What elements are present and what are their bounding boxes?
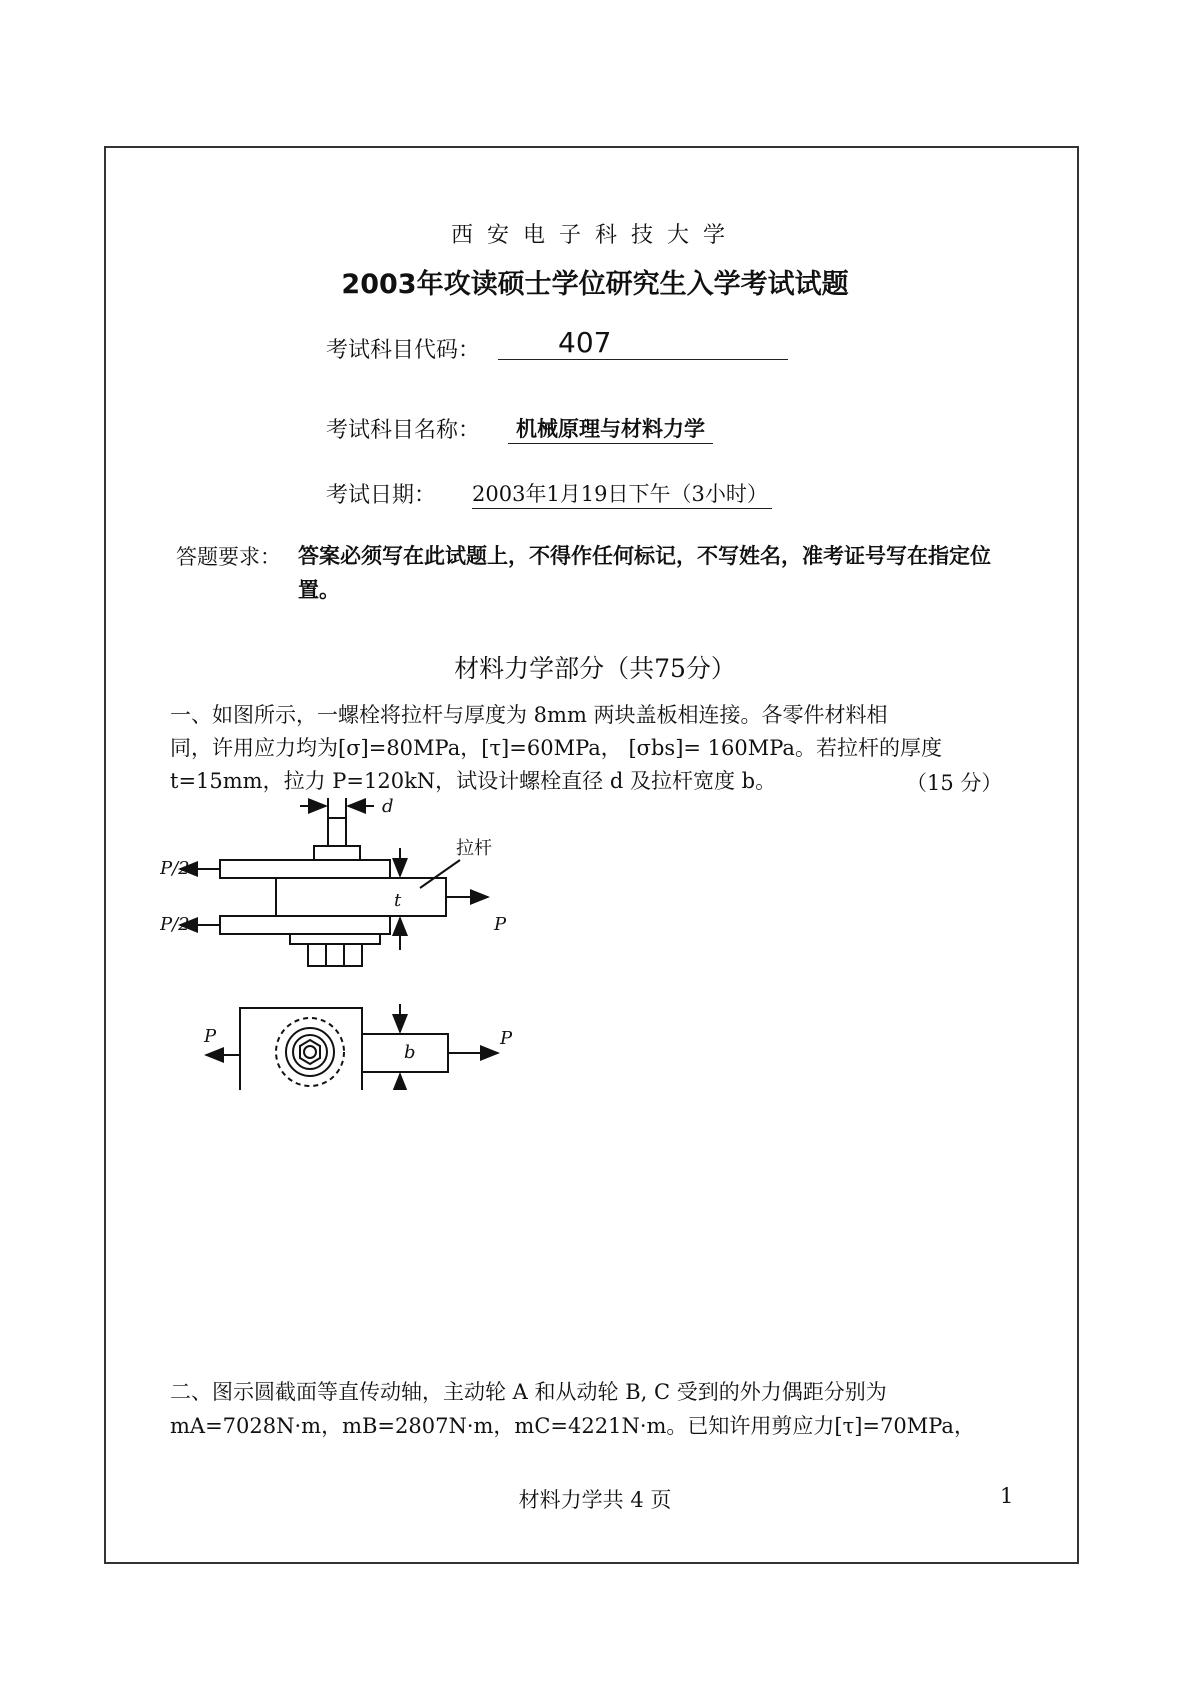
question1-line3: t=15mm，拉力 P=120kN，试设计螺栓直径 d 及拉杆宽度 b。 bbox=[170, 769, 777, 793]
exam-title: 2003年攻读硕士学位研究生入学考试试题 bbox=[341, 269, 849, 300]
bolt-nut-bottom bbox=[308, 944, 362, 966]
bottom-cover-plate bbox=[220, 916, 390, 934]
exam-date-label: 考试日期： bbox=[326, 483, 437, 508]
subject-code-label: 考试科目代码： bbox=[326, 338, 481, 363]
label-t: t bbox=[394, 890, 402, 911]
top-cover-plate bbox=[220, 860, 390, 878]
footer-page-number: 1 bbox=[1000, 1484, 1014, 1508]
bolt-connection-figure bbox=[160, 790, 580, 1090]
subject-name-label: 考试科目名称： bbox=[326, 418, 481, 443]
tie-rod bbox=[276, 878, 446, 916]
subject-code-value: 407 bbox=[498, 326, 788, 360]
label-p-left: P bbox=[204, 1026, 217, 1047]
label-p-right: P bbox=[500, 1028, 513, 1049]
question1-line1: 一、如图所示，一螺栓将拉杆与厚度为 8mm 两块盖板相连接。各零件材料相 bbox=[170, 703, 888, 727]
label-p-half-top: P/2 bbox=[160, 858, 190, 879]
question1-line2: 同，许用应力均为[σ]=80MPa，[τ]=60MPa， [σbs]= 160MPa。若拉杆的厚度 bbox=[170, 736, 942, 760]
label-b: b bbox=[404, 1042, 416, 1063]
requirements-text: 答案必须写在此试题上，不得作任何标记，不写姓名，准考证号写在指定位置。 bbox=[298, 543, 991, 602]
exam-date-value: 2003年1月19日下午（3小时） bbox=[472, 478, 772, 509]
question1-score: （15 分） bbox=[906, 771, 1003, 795]
label-rod: 拉杆 bbox=[456, 838, 492, 859]
section-title: 材料力学部分（共75分） bbox=[454, 654, 736, 683]
bolt-nut-top bbox=[314, 846, 360, 860]
question2-line1: 二、图示圆截面等直传动轴，主动轮 A 和从动轮 B, C 受到的外力偶距分别为 bbox=[170, 1380, 887, 1404]
subject-name-value: 机械原理与材料力学 bbox=[508, 413, 713, 444]
requirements-label: 答题要求： bbox=[176, 545, 281, 569]
label-p-side: P bbox=[494, 914, 507, 935]
footer-page-count: 材料力学共 4 页 bbox=[518, 1488, 672, 1512]
school-name: 西安电子科技大学 bbox=[450, 223, 739, 248]
label-p-half-bottom: P/2 bbox=[160, 914, 190, 935]
label-d: d bbox=[382, 796, 394, 817]
bolt-shank-top bbox=[328, 818, 346, 846]
question2-line2: mA=7028N·m，mB=2807N·m，mC=4221N·m。已知许用剪应力[τ]=70MPa， bbox=[170, 1414, 975, 1438]
bolt-washer-bottom bbox=[290, 934, 380, 944]
